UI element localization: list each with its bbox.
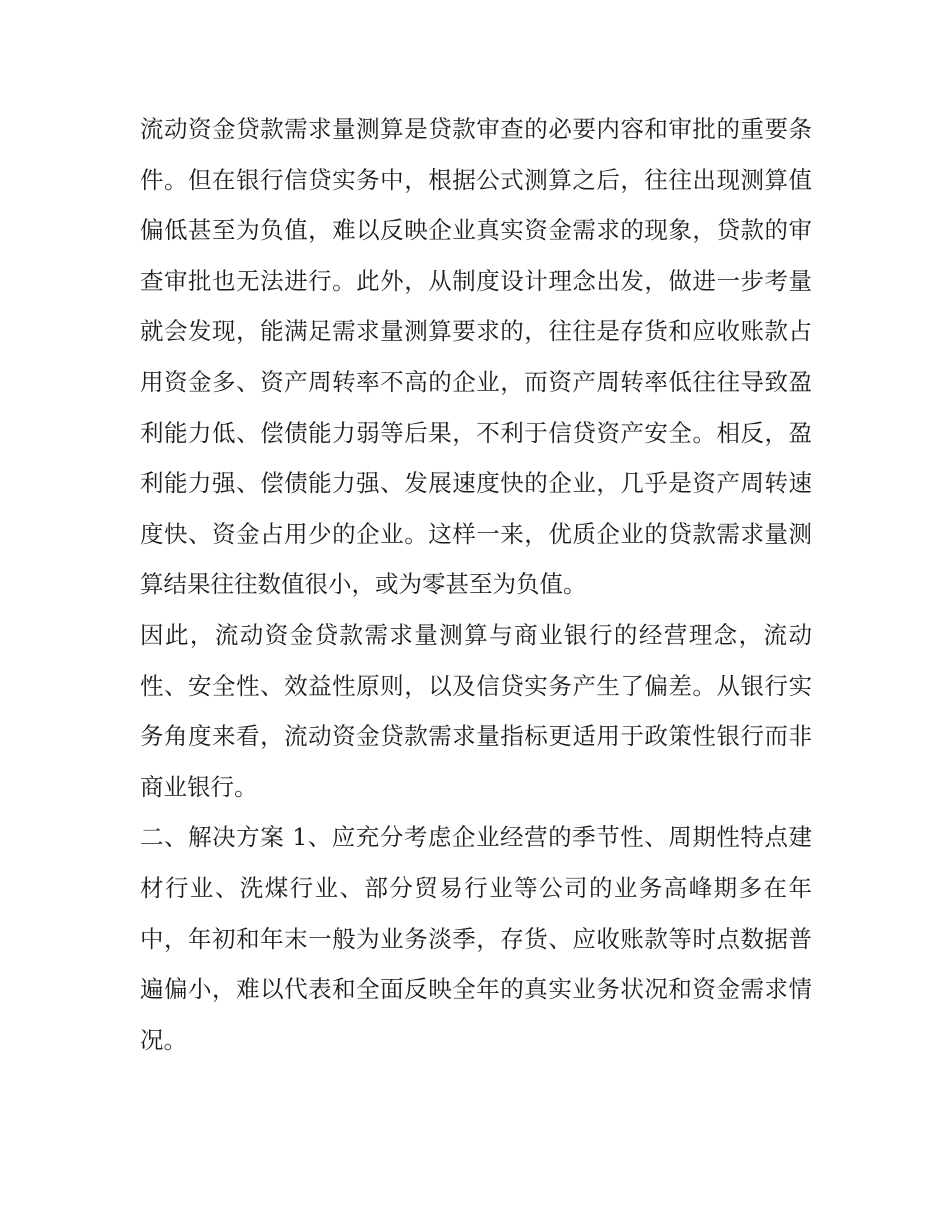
document-body xyxy=(140,104,812,1065)
paragraph-loan-demand-calculation: 流动资金贷款需求量测算是贷款审查的必要内容和审批的重要条件。但在银行信贷实务中，根据公式测算之后，往往出现测算值偏低甚至为负值，难以反映企业真实资金需求的现象，贷款的审查审批也无法进行。此外，从制度设计理念出发，做进一步考量就会发现，能满足需求量测算要求的，往往是存货和应收账款占用资金多、资产周转率不高的企业，而资产周转率低往往导致盈利能力低、偿债能力弱等后果，不利于信贷资产安全。相反，盈利能力强、偿债能力强、发展速度快的企业，几乎是资产周转速度快、资金占用少的企业。这样一来，优质企业的贷款需求量测算结果往往数值很小，或为零甚至为负值。 xyxy=(140,115,812,599)
paragraph-conclusion: 因此，流动资金贷款需求量测算与商业银行的经营理念，流动性、安全性、效益性原则，以及信贷实务产生了偏差。从银行实务角度来看，流动资金贷款需求量指标更适用于政策性银行而非商业银行。 xyxy=(140,620,812,801)
paragraph-solution: 二、解决方案 1、应充分考虑企业经营的季节性、周期性特点建材行业、洗煤行业、部分贸易行业等公司的业务高峰期多在年中，年初和年末一般为业务淡季，存货、应收账款等时点数据普遍偏小，难以代表和全面反映全年的真实业务状况和资金需求情况。 xyxy=(140,823,812,1054)
